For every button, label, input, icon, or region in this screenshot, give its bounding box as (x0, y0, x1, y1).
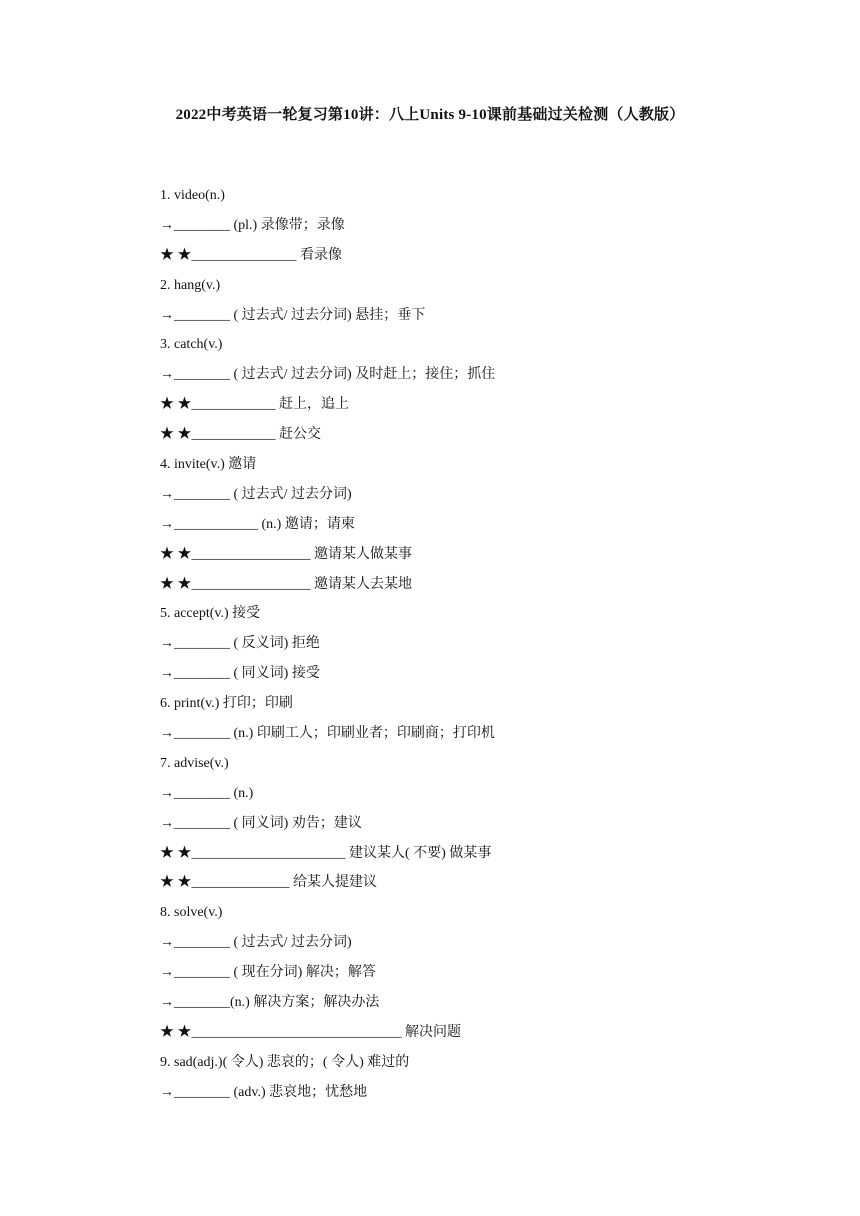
list-line: →________ ( 同义词) 劝告；建议 (160, 815, 362, 831)
list-line: ★ ★_________________ 邀请某人做某事 (160, 546, 412, 562)
list-line: ★ ★____________ 赶上，追上 (160, 397, 349, 413)
list-line: →________ ( 过去式/ 过去分词) 及时赶上；接住；抓住 (160, 367, 496, 383)
list-line: →________ ( 现在分词) 解决；解答 (160, 965, 376, 981)
list-line: ★ ★______________________ 建议某人( 不要) 做某事 (160, 845, 492, 861)
list-line: 2. hang(v.) (160, 277, 221, 293)
list-line: →________ (n.) (160, 785, 254, 801)
list-line: ★ ★_________________ 邀请某人去某地 (160, 576, 412, 592)
list-line: →________ ( 同义词) 接受 (160, 666, 320, 682)
document-title: 2022中考英语一轮复习第10讲：八上Units 9-10课前基础过关检测（人教版） (175, 107, 685, 123)
list-line: 7. advise(v.) (160, 755, 229, 771)
list-line: →________(n.) 解决方案；解决办法 (160, 995, 380, 1011)
list-line: 1. video(n.) (160, 188, 225, 203)
list-line: 9. sad(adj.)( 令人) 悲哀的；( 令人) 难过的 (160, 1054, 410, 1070)
list-line: 8. solve(v.) (160, 905, 223, 921)
list-line: →________ (pl.) 录像带；录像 (160, 217, 345, 233)
list-line: ★ ★____________ 赶公交 (160, 427, 321, 443)
list-line: 3. catch(v.) (160, 337, 223, 353)
list-line: →____________ (n.) 邀请；请柬 (160, 516, 355, 532)
list-line: ★ ★______________________________ 解决问题 (160, 1024, 461, 1040)
list-line: 4. invite(v.) 邀请 (160, 457, 257, 473)
list-line: →________ (adv.) 悲哀地；忧愁地 (160, 1084, 368, 1100)
list-line: 5. accept(v.) 接受 (160, 606, 261, 622)
list-line: →________ ( 过去式/ 过去分词) (160, 486, 352, 502)
list-line: →________ ( 过去式/ 过去分词) (160, 935, 352, 951)
list-line: →________ ( 过去式/ 过去分词) 悬挂；垂下 (160, 307, 426, 323)
list-line: ★ ★_______________ 看录像 (160, 247, 342, 263)
list-line: 6. print(v.) 打印；印刷 (160, 696, 293, 712)
exercise-list (160, 185, 780, 1112)
list-line: →________ ( 反义词) 拒绝 (160, 636, 320, 652)
list-line: →________ (n.) 印刷工人；印刷业者；印刷商；打印机 (160, 726, 495, 742)
list-line: ★ ★______________ 给某人提建议 (160, 875, 377, 891)
